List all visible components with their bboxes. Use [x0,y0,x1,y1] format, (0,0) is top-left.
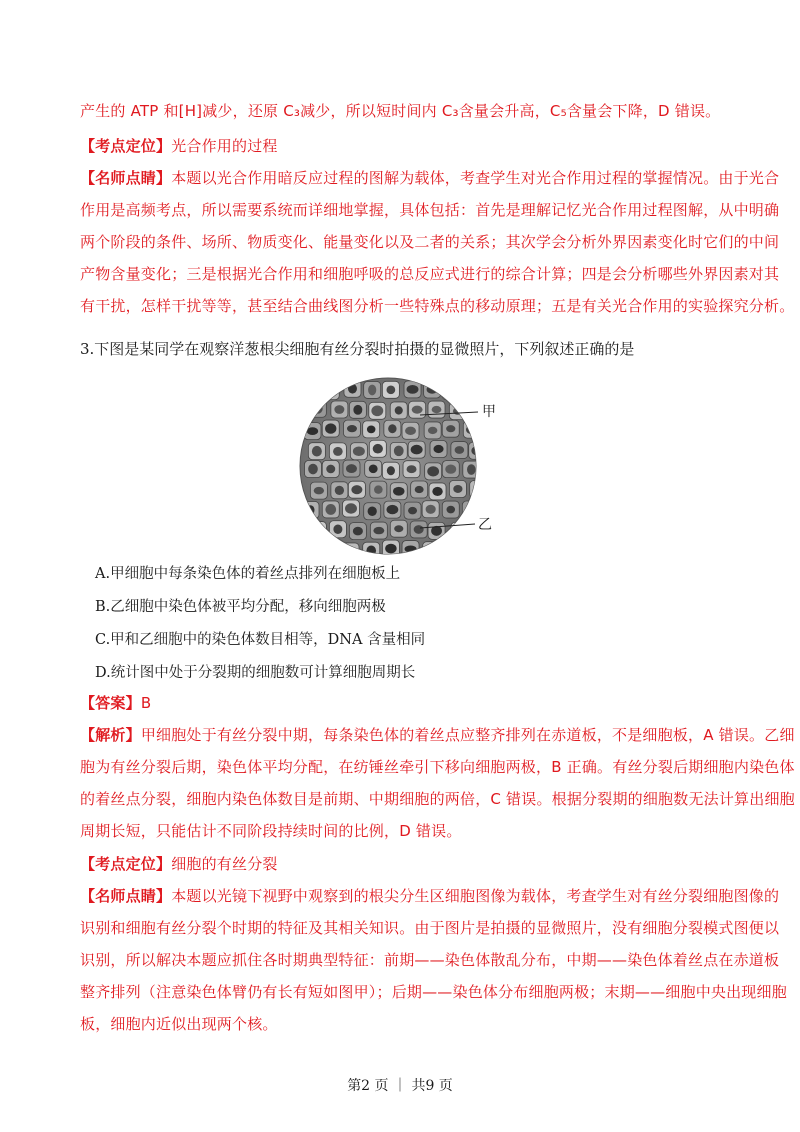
answer-tag: 【答案】 [80,694,141,712]
q3-mingshi-line-4: 整齐排列（注意染色体臂仍有长有短如图甲）；后期——染色体分布细胞两极；末期——细胞中央出现细胞 [80,983,787,1001]
q3-mingshi-line-5: 板，细胞内近似出现两个核。 [80,1015,278,1033]
option-c: C.甲和乙细胞中的染色体数目相等，DNA 含量相同 [95,632,426,648]
q3-mingshi-line-3: 识别，所以解决本题应抓住各时期典型特征：前期——染色体散乱分布，中期——染色体着丝点在赤道板 [80,951,780,969]
q3-kaodian-text: 细胞的有丝分裂 [171,855,278,873]
page-footer: 第2 页 ｜ 共9 页 [347,1078,453,1094]
q2-mingshi-line-5: 有干扰，怎样干扰等等，甚至结合曲线图分析一些特殊点的移动原理；五是有关光合作用的实验探究分析。 [80,297,795,315]
jiexi-line-4: 周期长短，只能估计不同阶段持续时间的比例，D 错误。 [80,822,462,840]
q2-mingshi-tag: 【名师点睛】 [80,169,172,187]
q2-mingshi-line-1: 【名师点睛】本题以光合作用暗反应过程的图解为载体，考查学生对光合作用过程的掌握情况。由于光合 [80,169,780,187]
q2-kaodian-tag: 【考点定位】 [80,137,172,155]
option-d: D.统计图中处于分裂期的细胞数可计算细胞周期长 [95,665,416,681]
intro-line: 产生的 ATP 和[H]减少，还原 C₃减少，所以短时间内 C₃含量会升高，C₅含量会下降，D 错误。 [80,102,721,120]
q3-kaodian [80,853,278,875]
q2-mingshi-line-3: 两个阶段的条件、场所、物质变化、能量变化以及二者的关系；其次学会分析外界因素变化时它们的中间 [80,233,780,251]
q3-mingshi-line-1: 【名师点睛】本题以光镜下视野中观察到的根尖分生区细胞图像为载体，考查学生对有丝分裂细胞图像的 [80,887,780,905]
answer-value: B [140,694,152,712]
option-b: B.乙细胞中染色体被平均分配，移向细胞两极 [95,599,386,615]
q2-mingshi-line-2: 作用是高频考点，所以需要系统而详细地掌握，具体包括：首先是理解记忆光合作用过程图解，从中明确 [80,201,780,219]
q3-mingshi-tag: 【名师点睛】 [80,887,172,905]
jiexi-line-1: 【解析】甲细胞处于有丝分裂中期，每条染色体的着丝点应整齐排列在赤道板，不是细胞板，A 错误。乙细 [80,726,795,744]
label-yi: 乙 [478,517,492,533]
q2-kaodian [80,135,278,157]
q3-mingshi-line-2: 识别和细胞有丝分裂个时期的特征及其相关知识。由于图片是拍摄的显微照片，没有细胞分裂模式图便以 [80,919,780,937]
label-jia: 甲 [482,404,496,420]
jiexi-line-3: 的着丝点分裂，细胞内染色体数目是前期、中期细胞的两倍，C 错误。根据分裂期的细胞数无法计算出细胞 [80,790,795,808]
q3-kaodian-tag: 【考点定位】 [80,855,172,873]
q2-kaodian-text: 光合作用的过程 [171,137,278,155]
q3-stem: 3.下图是某同学在观察洋葱根尖细胞有丝分裂时拍摄的显微照片，下列叙述正确的是 [80,340,635,358]
q2-mingshi-line-4: 产物含量变化；三是根据光合作用和细胞呼吸的总反应式进行的综合计算；四是会分析哪些外界因素对其 [80,265,780,283]
q3-answer [80,692,151,714]
jiexi-tag: 【解析】 [80,726,141,744]
jiexi-line-2: 胞为有丝分裂后期，染色体平均分配，在纺锤丝牵引下移向细胞两极，B 正确。有丝分裂后期细胞内染色体 [80,758,795,776]
option-a: A.甲细胞中每条染色体的着丝点排列在细胞板上 [95,566,401,582]
